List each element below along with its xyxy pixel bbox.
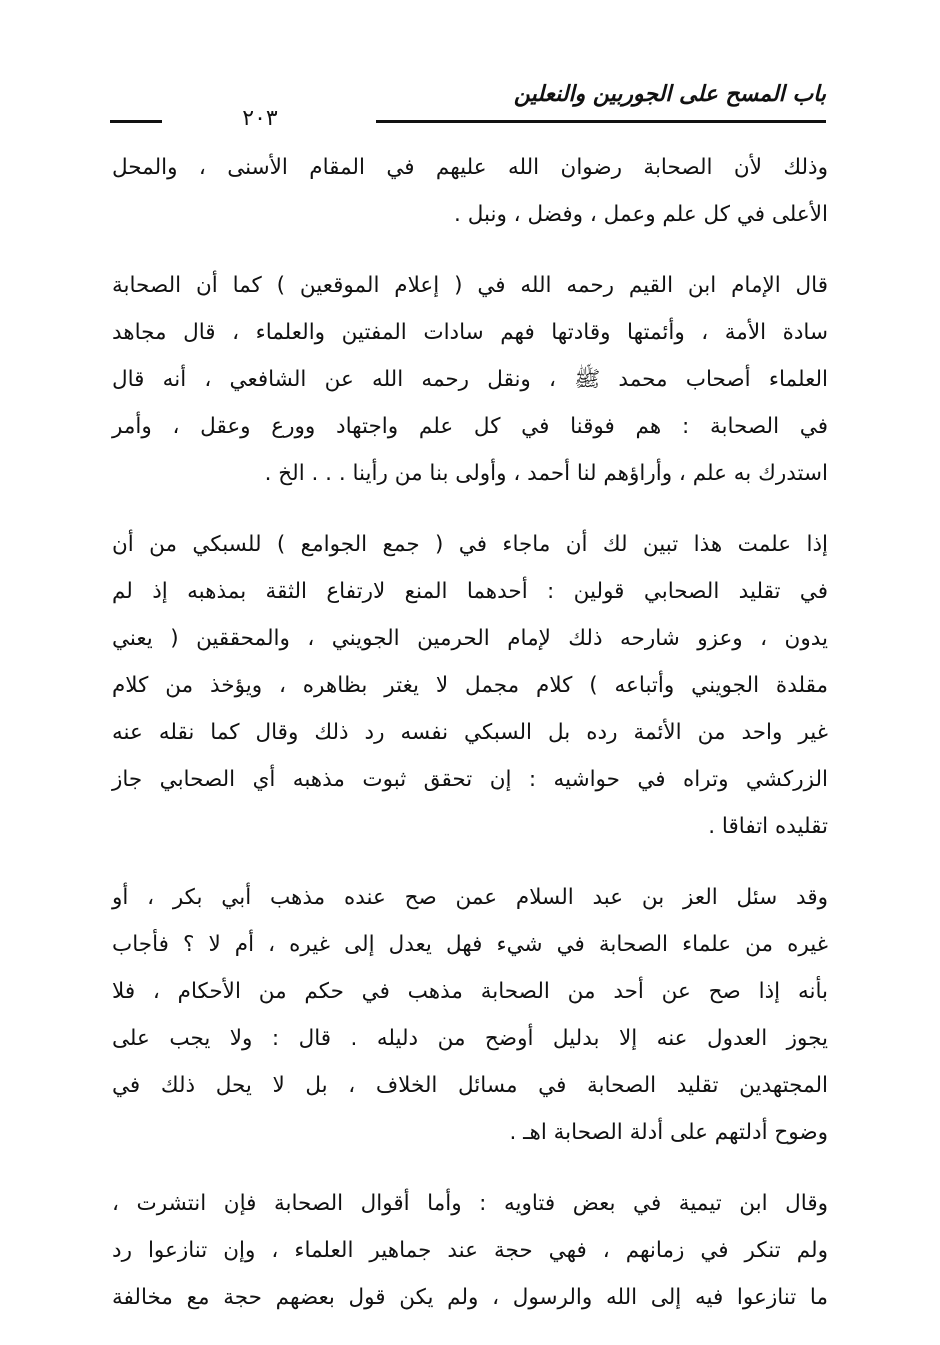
text-line: في تقليد الصحابي قولين : أحدهما المنع لارتفاع الثقة بمذهبه إذ لم [112, 579, 828, 604]
text-line: ما تنازعوا فيه إلى الله والرسول ، ولم يكن قول بعضهم حجة مع مخالفة [112, 1285, 828, 1310]
text-line: قال الإمام ابن القيم رحمه الله في ( إعلام الموقعين ) كما أن الصحابة [112, 273, 828, 298]
text-line: تقليده اتفاقا . [708, 814, 828, 839]
text-line: الأعلى في كل علم وعمل ، وفضل ، ونبل . [454, 202, 828, 227]
text-line: المجتهدين تقليد الصحابة في مسائل الخلاف ، بل لا يحل ذلك في [112, 1073, 828, 1098]
text-line: إذا علمت هذا تبين لك أن ماجاء في ( جمع الجوامع ) للسبكي من أن [112, 532, 828, 557]
text-line: استدرك به علم ، وأراؤهم لنا أحمد ، وأولى بنا من رأينا . . . الخ . [264, 461, 828, 486]
text-line: العلماء أصحاب محمد ﷺ ، ونقل رحمه الله عن الشافعي ، أنه قال [112, 367, 828, 392]
text-line: غير واحد من الأئمة رده بل السبكي نفسه رد ذلك وقال كما نقله عنه [112, 720, 828, 745]
paragraph [112, 262, 828, 497]
text-line: في الصحابة : هم فوقنا في كل علم واجتهاد وورع وعقل ، وأمر [112, 414, 828, 439]
text-line: ولم تنكر في زمانهم ، فهي حجة عند جماهير العلماء ، وإن تنازعوا رد [112, 1238, 828, 1263]
text-line: وذلك لأن الصحابة رضوان الله عليهم في المقام الأسنى ، والمحل [112, 155, 828, 180]
text-line: يدون ، وعزو شارحه ذلك لإمام الحرمين الجويني ، والمحققين ( يعني [112, 626, 828, 651]
text-line: الزركشي وتراه في حواشيه : إن تحقق ثبوت مذهبه أي الصحابي جاز [112, 767, 828, 792]
page-number: ٢٠٣ [242, 106, 278, 131]
header-rule-left [110, 120, 162, 123]
text-line: سادة الأمة ، وأئمتها وقادتها فهم سادات المفتين والعلماء ، قال مجاهد [112, 320, 828, 345]
text-line: وقد سئل العز بن عبد السلام عمن صح عنده مذهب أبي بكر ، أو [112, 885, 828, 910]
page-header [110, 78, 826, 131]
text-line: غيره من علماء الصحابة في شيء فهل يعدل إلى غيره ، أم لا ؟ فأجاب [112, 932, 828, 957]
paragraph [112, 1180, 828, 1321]
text-line: بأنه إذا صح عن أحد من الصحابة مذهب في حكم من الأحكام ، فلا [112, 979, 828, 1004]
text-line: مقلدة الجويني وأتباعه ) كلام مجمل لا يغتر بظاهره ، ويؤخذ من كلام [112, 673, 828, 698]
running-title: باب المسح على الجوربين والنعلين [513, 82, 826, 107]
paragraph [112, 521, 828, 850]
body-text [112, 144, 828, 1345]
header-rule-right [376, 120, 826, 123]
paragraph [112, 874, 828, 1156]
paragraph [112, 144, 828, 238]
text-line: وقال ابن تيمية في بعض فتاويه : وأما أقوال الصحابة فإن انتشرت ، [112, 1191, 828, 1216]
text-line: يجوز العدول عنه إلا بدليل أوضح من دليله . قال : ولا يجب على [112, 1026, 828, 1051]
text-line: وضوح أدلتهم على أدلة الصحابة اهـ . [509, 1120, 828, 1145]
